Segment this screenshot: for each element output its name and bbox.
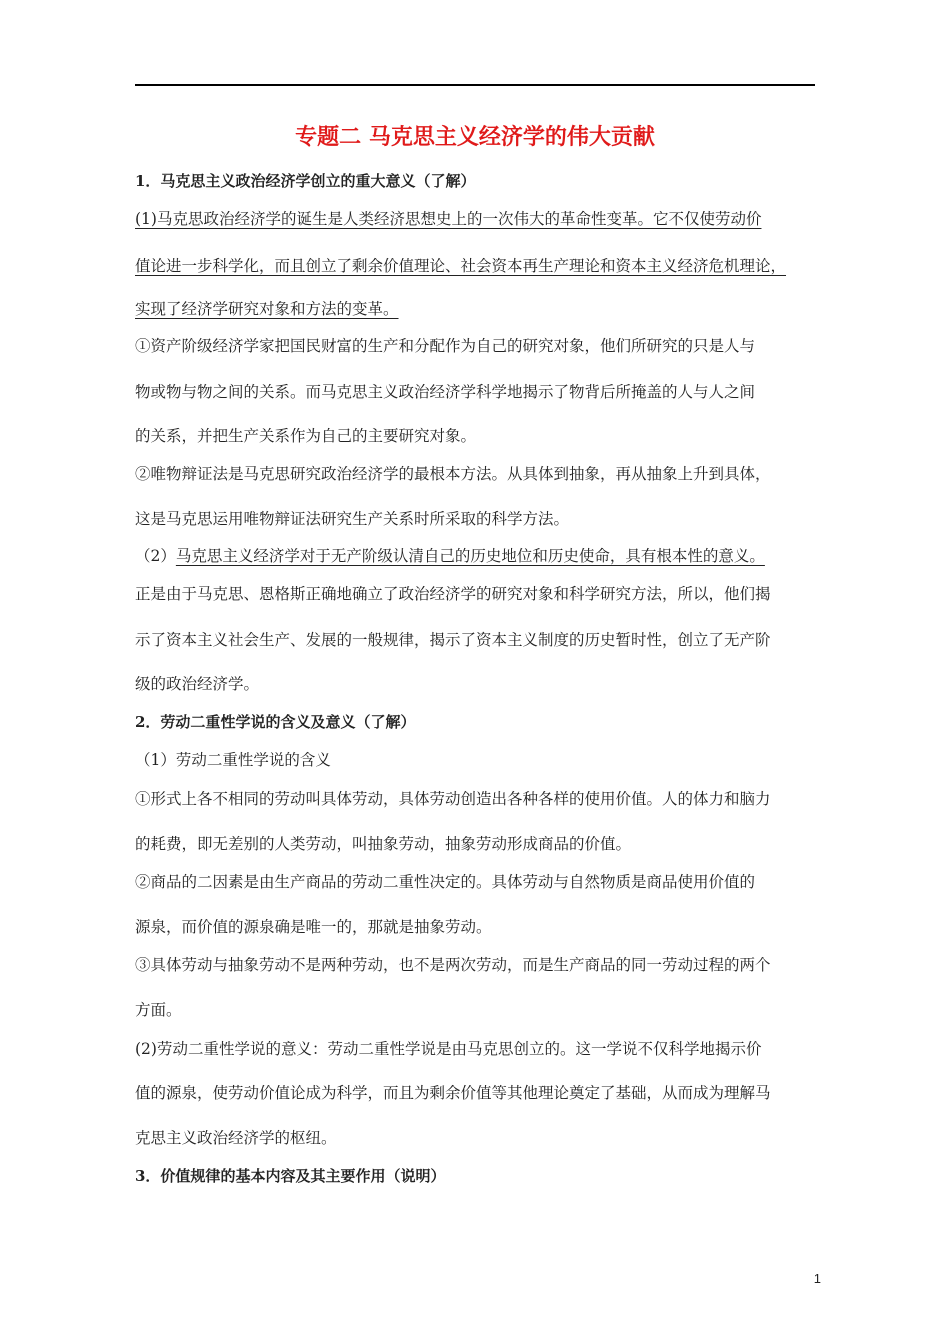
paragraph-line: ②唯物辩证法是马克思研究政治经济学的最根本方法。从具体到抽象，再从抽象上升到具体， [135,465,771,483]
page-number: 1 [813,1271,821,1286]
paragraph-line: ①形式上各不相同的劳动叫具体劳动，具体劳动创造出各种各样的使用价值。人的体力和脑力 [135,790,771,808]
paragraph-line [135,256,786,276]
paragraph-line [135,209,761,229]
paragraph-line: 方面。 [135,1001,182,1019]
paragraph-line [135,299,399,319]
paragraph-line: 的关系，并把生产关系作为自己的主要研究对象。 [135,427,477,445]
underlined-text: (1)马克思政治经济学的诞生是人类经济思想史上的一次伟大的革命性变革。它不仅使劳动价 [135,210,762,228]
paragraph-line: ②商品的二因素是由生产商品的劳动二重性决定的。具体劳动与自然物质是商品使用价值的 [135,873,756,891]
paragraph-line: 值的源泉，使劳动价值论成为科学，而且为剩余价值等其他理论奠定了基础，从而成为理解马 [135,1084,771,1102]
underlined-text: 值论进一步科学化，而且创立了剩余价值理论、社会资本再生产理论和资本主义经济危机理论， [135,257,787,275]
paragraph-line: 克思主义政治经济学的枢纽。 [135,1129,337,1147]
list-marker: （2） [135,547,176,565]
section-heading: 1．马克思主义政治经济学创立的重大意义（了解） [135,172,476,190]
paragraph-line: ③具体劳动与抽象劳动不是两种劳动，也不是两次劳动，而是生产商品的同一劳动过程的两个 [135,956,771,974]
paragraph-line: (2)劳动二重性学说的意义：劳动二重性学说是由马克思创立的。这一学说不仅科学地揭示价 [135,1040,762,1058]
underlined-text: 马克思主义经济学对于无产阶级认清自己的历史地位和历史使命，具有根本性的意义。 [175,547,765,565]
document-title: 专题二 马克思主义经济学的伟大贡献 [295,124,655,150]
paragraph-line [135,546,765,566]
paragraph-line: 正是由于马克思、恩格斯正确地确立了政治经济学的研究对象和科学研究方法，所以，他们揭 [135,585,771,603]
paragraph-line: ①资产阶级经济学家把国民财富的生产和分配作为自己的研究对象，他们所研究的只是人与 [135,337,756,355]
paragraph-line: （1）劳动二重性学说的含义 [135,751,331,769]
paragraph-line: 这是马克思运用唯物辩证法研究生产关系时所采取的科学方法。 [135,510,570,528]
paragraph-line: 物或物与物之间的关系。而马克思主义政治经济学科学地揭示了物背后所掩盖的人与人之间 [135,383,756,401]
underlined-text: 实现了经济学研究对象和方法的变革。 [135,300,399,318]
paragraph-line: 的耗费，即无差别的人类劳动，叫抽象劳动，抽象劳动形成商品的价值。 [135,835,632,853]
section-heading: 2．劳动二重性学说的含义及意义（了解） [135,713,416,731]
paragraph-line: 级的政治经济学。 [135,675,260,693]
paragraph-line: 源泉，而价值的源泉确是唯一的，那就是抽象劳动。 [135,918,492,936]
section-heading: 3．价值规律的基本内容及其主要作用（说明） [135,1167,446,1185]
header-rule [135,84,815,86]
paragraph-line: 示了资本主义社会生产、发展的一般规律，揭示了资本主义制度的历史暂时性，创立了无产阶 [135,631,771,649]
